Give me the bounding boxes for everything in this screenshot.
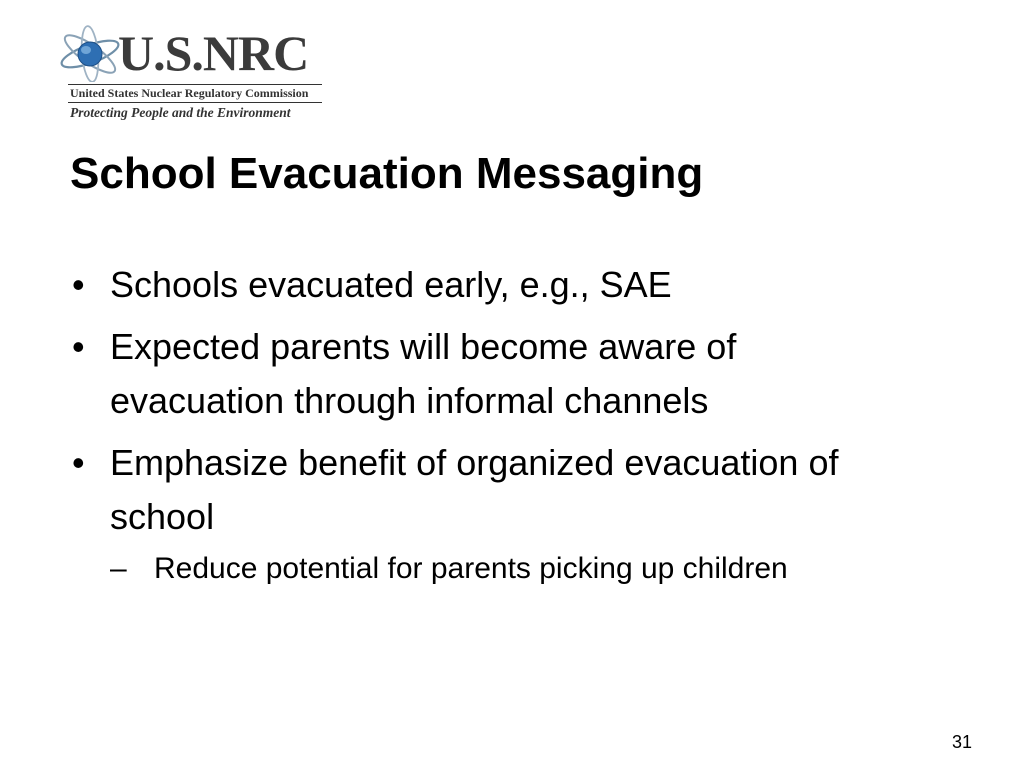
bullet-item <box>70 320 950 428</box>
bullet-text: Schools evacuated early, e.g., SAE <box>110 264 672 305</box>
logo-tagline: Protecting People and the Environment <box>70 105 291 120</box>
subbullet-text: Reduce potential for parents picking up children <box>154 552 788 585</box>
page-number: 31 <box>951 732 972 752</box>
bullet-text: Emphasize benefit of organized evacuation of school <box>110 442 839 537</box>
logo-subtitle: United States Nuclear Regulatory Commission <box>70 86 309 100</box>
bullet-list <box>70 258 950 600</box>
bullet-item <box>70 258 950 312</box>
bullet-text: Expected parents will become aware of evacuation through informal channels <box>110 326 737 421</box>
logo-divider <box>68 84 322 85</box>
logo-wordmark: U.S.NRC <box>118 25 309 81</box>
atom-globe-icon <box>56 22 124 82</box>
bullet-item <box>70 436 950 592</box>
bullet-marker: • <box>72 442 85 483</box>
bullet-marker: • <box>72 264 85 305</box>
logo-divider <box>68 102 322 103</box>
subbullet-list <box>110 546 950 592</box>
subbullet-item <box>110 546 950 592</box>
bullet-marker: • <box>72 326 85 367</box>
nrc-logo <box>56 20 328 124</box>
slide-title: School Evacuation Messaging <box>70 149 704 198</box>
subbullet-marker: – <box>110 552 127 585</box>
